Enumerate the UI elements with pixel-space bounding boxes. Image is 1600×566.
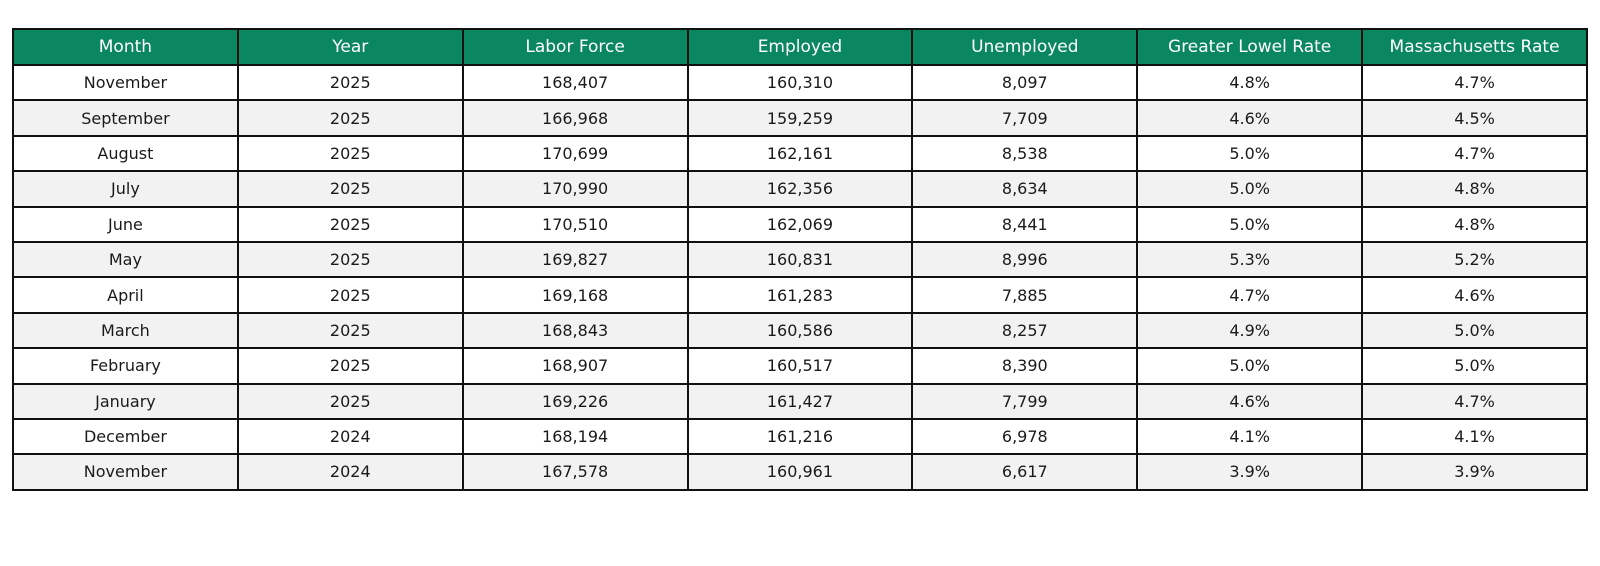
cell-month: April [13,277,238,312]
cell-greater-lowell-rate: 4.1% [1137,419,1362,454]
column-header-massachusetts-rate: Massachusetts Rate [1362,29,1587,65]
cell-labor-force: 169,827 [463,242,688,277]
cell-massachusetts-rate: 4.7% [1362,384,1587,419]
table-row [13,136,1587,171]
cell-labor-force: 169,226 [463,384,688,419]
cell-month: August [13,136,238,171]
cell-year: 2025 [238,65,463,100]
cell-massachusetts-rate: 4.6% [1362,277,1587,312]
cell-year: 2025 [238,100,463,135]
table-row [13,65,1587,100]
cell-labor-force: 169,168 [463,277,688,312]
cell-employed: 160,310 [688,65,913,100]
column-header-unemployed: Unemployed [912,29,1137,65]
cell-unemployed: 7,799 [912,384,1137,419]
cell-massachusetts-rate: 5.2% [1362,242,1587,277]
table-row [13,242,1587,277]
cell-labor-force: 167,578 [463,454,688,489]
cell-unemployed: 6,978 [912,419,1137,454]
column-header-greater-lowell-rate: Greater Lowel Rate [1137,29,1362,65]
cell-unemployed: 8,257 [912,313,1137,348]
cell-year: 2025 [238,242,463,277]
cell-labor-force: 170,510 [463,207,688,242]
cell-employed: 160,961 [688,454,913,489]
cell-massachusetts-rate: 4.7% [1362,65,1587,100]
cell-labor-force: 170,990 [463,171,688,206]
labor-statistics-table-container [12,28,1588,491]
cell-labor-force: 168,907 [463,348,688,383]
cell-greater-lowell-rate: 5.0% [1137,136,1362,171]
cell-massachusetts-rate: 4.7% [1362,136,1587,171]
table-row [13,419,1587,454]
cell-employed: 159,259 [688,100,913,135]
cell-employed: 162,356 [688,171,913,206]
table-row [13,454,1587,489]
cell-greater-lowell-rate: 4.9% [1137,313,1362,348]
cell-unemployed: 6,617 [912,454,1137,489]
cell-year: 2024 [238,454,463,489]
cell-employed: 161,283 [688,277,913,312]
cell-massachusetts-rate: 4.8% [1362,207,1587,242]
column-header-year: Year [238,29,463,65]
cell-unemployed: 7,709 [912,100,1137,135]
cell-labor-force: 170,699 [463,136,688,171]
cell-labor-force: 168,407 [463,65,688,100]
cell-greater-lowell-rate: 4.6% [1137,384,1362,419]
cell-year: 2024 [238,419,463,454]
table-row [13,171,1587,206]
cell-massachusetts-rate: 3.9% [1362,454,1587,489]
cell-employed: 162,069 [688,207,913,242]
cell-year: 2025 [238,136,463,171]
table-row [13,207,1587,242]
cell-greater-lowell-rate: 5.0% [1137,171,1362,206]
cell-month: September [13,100,238,135]
cell-massachusetts-rate: 4.8% [1362,171,1587,206]
cell-year: 2025 [238,313,463,348]
table-body [13,65,1587,490]
cell-employed: 161,216 [688,419,913,454]
cell-month: November [13,454,238,489]
column-header-month: Month [13,29,238,65]
cell-greater-lowell-rate: 5.3% [1137,242,1362,277]
cell-massachusetts-rate: 5.0% [1362,313,1587,348]
cell-employed: 160,586 [688,313,913,348]
table-row [13,348,1587,383]
cell-massachusetts-rate: 4.5% [1362,100,1587,135]
table-header [13,29,1587,65]
cell-unemployed: 7,885 [912,277,1137,312]
cell-year: 2025 [238,384,463,419]
cell-month: December [13,419,238,454]
header-row [13,29,1587,65]
cell-greater-lowell-rate: 3.9% [1137,454,1362,489]
cell-month: May [13,242,238,277]
cell-labor-force: 166,968 [463,100,688,135]
cell-greater-lowell-rate: 5.0% [1137,348,1362,383]
cell-month: November [13,65,238,100]
column-header-employed: Employed [688,29,913,65]
cell-month: June [13,207,238,242]
cell-unemployed: 8,441 [912,207,1137,242]
cell-unemployed: 8,097 [912,65,1137,100]
cell-year: 2025 [238,277,463,312]
table-row [13,384,1587,419]
labor-statistics-table [12,28,1588,491]
column-header-labor-force: Labor Force [463,29,688,65]
cell-unemployed: 8,996 [912,242,1137,277]
cell-month: March [13,313,238,348]
cell-year: 2025 [238,348,463,383]
cell-employed: 160,517 [688,348,913,383]
cell-unemployed: 8,538 [912,136,1137,171]
cell-greater-lowell-rate: 5.0% [1137,207,1362,242]
cell-employed: 160,831 [688,242,913,277]
cell-massachusetts-rate: 4.1% [1362,419,1587,454]
cell-month: February [13,348,238,383]
cell-month: January [13,384,238,419]
cell-employed: 161,427 [688,384,913,419]
cell-greater-lowell-rate: 4.6% [1137,100,1362,135]
cell-greater-lowell-rate: 4.7% [1137,277,1362,312]
cell-year: 2025 [238,171,463,206]
cell-month: July [13,171,238,206]
cell-unemployed: 8,390 [912,348,1137,383]
cell-unemployed: 8,634 [912,171,1137,206]
cell-labor-force: 168,194 [463,419,688,454]
table-row [13,277,1587,312]
cell-labor-force: 168,843 [463,313,688,348]
table-row [13,313,1587,348]
cell-employed: 162,161 [688,136,913,171]
cell-greater-lowell-rate: 4.8% [1137,65,1362,100]
cell-massachusetts-rate: 5.0% [1362,348,1587,383]
cell-year: 2025 [238,207,463,242]
table-row [13,100,1587,135]
